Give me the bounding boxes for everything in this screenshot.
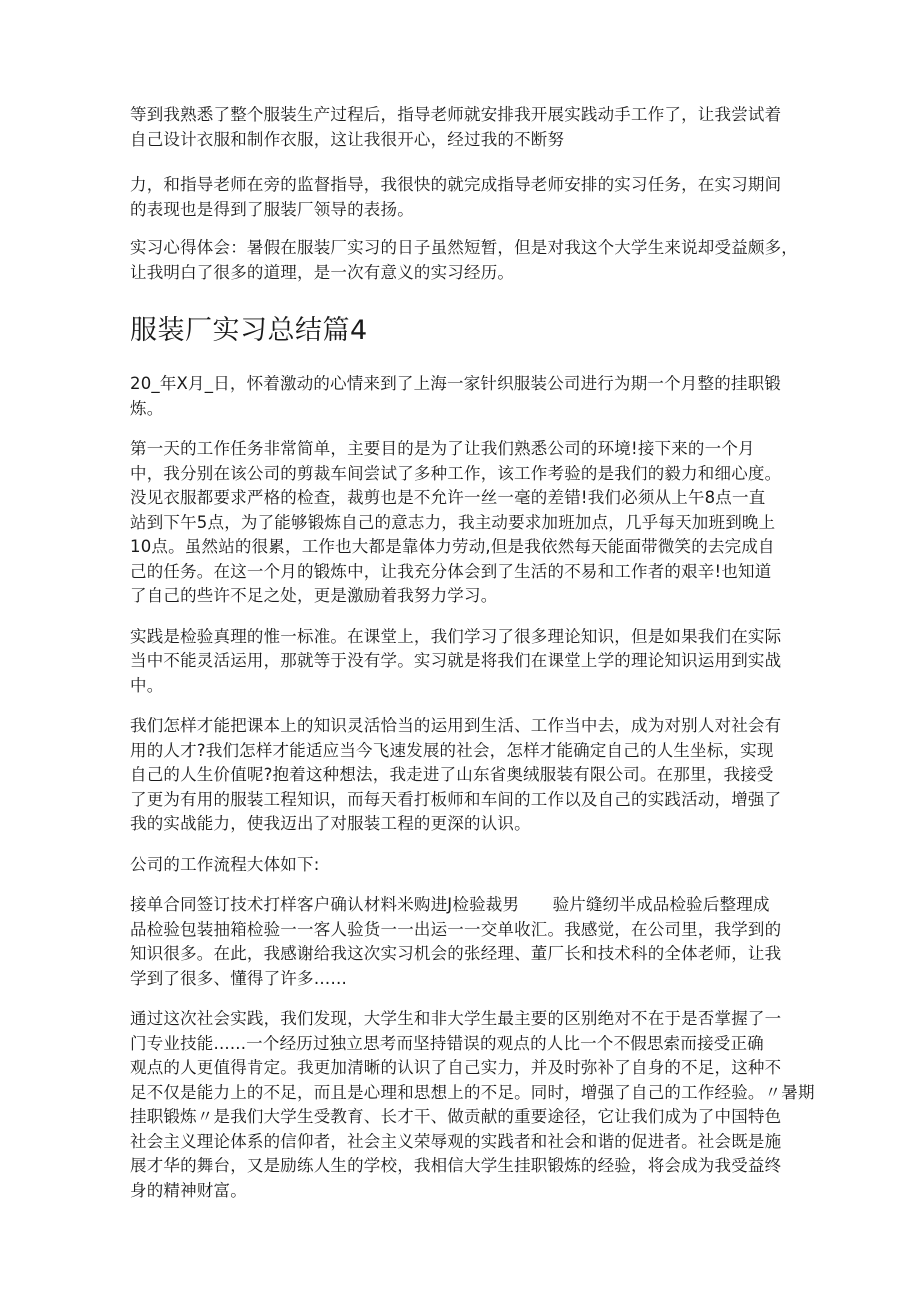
text-line: 我的实战能力，使我迈出了对服装工程的更深的认识。 xyxy=(130,814,531,833)
text-line: 20_年X月_日，怀着激动的心情来到了上海一家针织服装公司进行为期一个月整的挂职锻 xyxy=(130,374,781,393)
text-line: 公司的工作流程大体如下: xyxy=(130,854,320,874)
text-line: 展才华的舞台，又是励练人生的学校，我相信大学生挂职锻炼的经验，将会成为我受益终 xyxy=(130,1156,782,1175)
text-line: 己的任务。在这一个月的锻炼中，让我充分体会到了生活的不易和工作者的艰辛!也知道 xyxy=(130,561,772,581)
text-line: 社会主义理论体系的信仰者，社会主义荣辱观的实践者和社会和谐的促进者。社会既是施 xyxy=(130,1131,782,1151)
text-line: 让我明白了很多的道理，是一次有意义的实习经历。 xyxy=(130,262,515,282)
text-line: 第一天的工作任务非常简单，主要目的是为了让我们熟悉公司的环境!接下来的一个月 xyxy=(130,439,755,458)
text-line: 接单合同签订技术打样客户确认材料米购进J检验裁男 验片缝纫半成品检验后整理成 xyxy=(130,895,770,914)
text-line: 实习心得体会：暑假在服装厂实习的日子虽然短暂，但是对我这个大学生来说却受益颇多， xyxy=(130,238,798,257)
text-line: 了更为有用的服装工程知识，而每天看打板师和车间的工作以及自己的实践活动，增强了 xyxy=(130,789,782,809)
text-line: 中，我分别在该公司的剪裁车间尝试了多种工作，该工作考验的是我们的毅力和细心度。 xyxy=(130,463,782,483)
text-line: 力，和指导老师在旁的监督指导，我很快的就完成指导老师安排的实习任务，在实习期间 xyxy=(130,175,782,194)
paragraph xyxy=(130,437,810,609)
text-line: 门专业技能......一个经历过独立思考而坚持错误的观点的人比一个不假思索而接受正确 xyxy=(130,1033,764,1053)
text-line: 中。 xyxy=(130,675,164,695)
text-line: 足不仅是能力上的不足，而且是心理和思想上的不足。同时，增强了自己的工作经验。〃暑期 xyxy=(130,1082,815,1102)
text-line: 身的精神财富。 xyxy=(130,1180,247,1200)
paragraph xyxy=(130,1007,815,1203)
text-line: 没见衣服都要求严格的检查，裁剪也是不允许一丝一毫的差错!我们必须从上午8点一直 xyxy=(130,488,766,507)
paragraph xyxy=(130,236,810,285)
text-line: 品检验包装抽箱检验一一客人验货一一出运一一交单收汇。我感觉，在公司里，我学到的 xyxy=(130,919,782,939)
text-line: 我们怎样才能把课本上的知识灵活恰当的运用到生活、工作当中去，成为对别人对社会有 xyxy=(130,716,782,735)
paragraph xyxy=(130,625,810,699)
text-line: 了自己的些许不足之处，更是激励着我努力学习。 xyxy=(130,586,498,605)
text-line: 炼。 xyxy=(130,398,164,418)
paragraph xyxy=(130,853,810,878)
paragraph xyxy=(130,372,810,421)
text-line: 学到了很多、懂得了许多…… xyxy=(130,968,348,988)
section-heading: 服装厂实习总结篇4 xyxy=(130,315,368,346)
text-line: 等到我熟悉了整个服装生产过程后，指导老师就安排我开展实践动手工作了，让我尝试着 xyxy=(130,105,782,124)
text-line: 观点的人更值得肯定。我更加清晰的认识了自己实力，并及时弥补了自身的不足，这种不 xyxy=(130,1058,782,1077)
paragraph xyxy=(130,103,810,152)
text-line: 自己的人生价值呢?抱着这种想法，我走进了山东省奥绒服装有限公司。在那里，我接受 xyxy=(130,765,774,784)
text-line: 挂职锻炼〃是我们大学生受教育、长才干、做贡献的重要途径，它让我们成为了中国特色 xyxy=(130,1107,782,1126)
paragraph xyxy=(130,173,810,222)
text-line: 用的人才?我们怎样才能适应当今飞速发展的社会，怎样才能确定自己的人生坐标，实现 xyxy=(130,740,774,760)
text-line: 当中不能灵活运用，那就等于没有学。实习就是将我们在课堂上学的理论知识运用到实战 xyxy=(130,651,782,670)
text-line: 的表现也是得到了服装厂领导的表扬。 xyxy=(130,199,414,219)
text-line: 自己设计衣服和制作衣服，这让我很开心，经过我的不断努 xyxy=(130,129,565,149)
paragraph xyxy=(130,714,810,837)
text-line: 知识很多。在此，我感谢给我这次实习机会的张经理、董厂长和技术科的全体老师，让我 xyxy=(130,944,782,963)
document-page xyxy=(130,103,815,1203)
text-line: 实践是检验真理的惟一标准。在课堂上，我们学习了很多理论知识，但是如果我们在实际 xyxy=(130,626,782,646)
text-line: 站到下午5点，为了能够锻炼自己的意志力，我主动要求加班加点，几乎每天加班到晚上 xyxy=(130,512,776,532)
text-line: 10点。虽然站的很累，工作也大都是靠体力劳动,但是我依然每天能面带微笑的去完成自 xyxy=(130,537,775,556)
text-line: 通过这次社会实践，我们发现，大学生和非大学生最主要的区别绝对不在于是否掌握了一 xyxy=(130,1009,782,1028)
paragraph xyxy=(130,893,810,991)
